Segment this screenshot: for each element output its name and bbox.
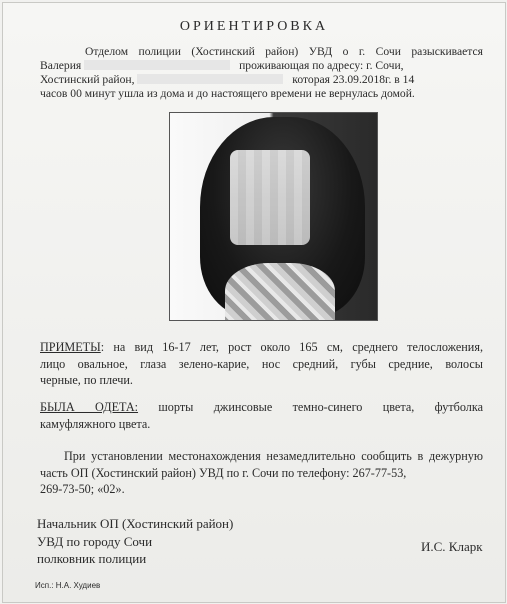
executor-line: Исп.: Н.А. Худиев — [35, 581, 101, 590]
signature-name: И.С. Кларк — [421, 539, 483, 554]
signature-rank: полковник полиции — [37, 551, 147, 566]
redacted-address — [137, 74, 283, 84]
clothes-label: БЫЛА ОДЕТА: — [40, 400, 139, 414]
wanted-notice-sheet — [2, 2, 506, 603]
intro-line-1: Отделом полиции (Хостинский район) УВД о г. Сочи разыскивается — [85, 45, 483, 58]
signature-block — [37, 515, 233, 568]
redacted-surname — [84, 60, 230, 70]
contact-block: При установлении местонахождения незамедлительно сообщить в дежурную часть ОП (Хостинский район) УВД по г. Сочи по телефону: 267-77-53, 269-73-50; «02». — [40, 449, 483, 496]
missing-person-photo — [169, 112, 378, 321]
signs-label: ПРИМЕТЫ — [40, 340, 101, 354]
intro-line-4: часов 00 минут ушла из дома и до настоящего времени не вернулась домой. — [40, 87, 415, 100]
intro-line-3: Хостинский район, которая 23.09.2018г. в 14 — [40, 73, 415, 86]
intro-line-2: Валерия проживающая по адресу: г. Сочи, — [40, 59, 404, 72]
signature-position: Начальник ОП (Хостинский район) — [37, 516, 234, 531]
blurred-face — [230, 150, 310, 245]
notice-title: ОРИЕНТИРОВКА — [179, 19, 329, 34]
signs-block: ПРИМЕТЫ: на вид 16-17 лет, рост около 165 см, среднего телосложения, лицо овальное, глаза зелено-карие, нос средний, губы средние, волосы черные, по плечи. — [40, 340, 483, 387]
clothes-block: БЫЛА ОДЕТА: шорты джинсовые темно-синего цвета, футболка камуфляжного цвета. — [40, 400, 484, 431]
signature-department: УВД по городу Сочи — [37, 533, 153, 549]
